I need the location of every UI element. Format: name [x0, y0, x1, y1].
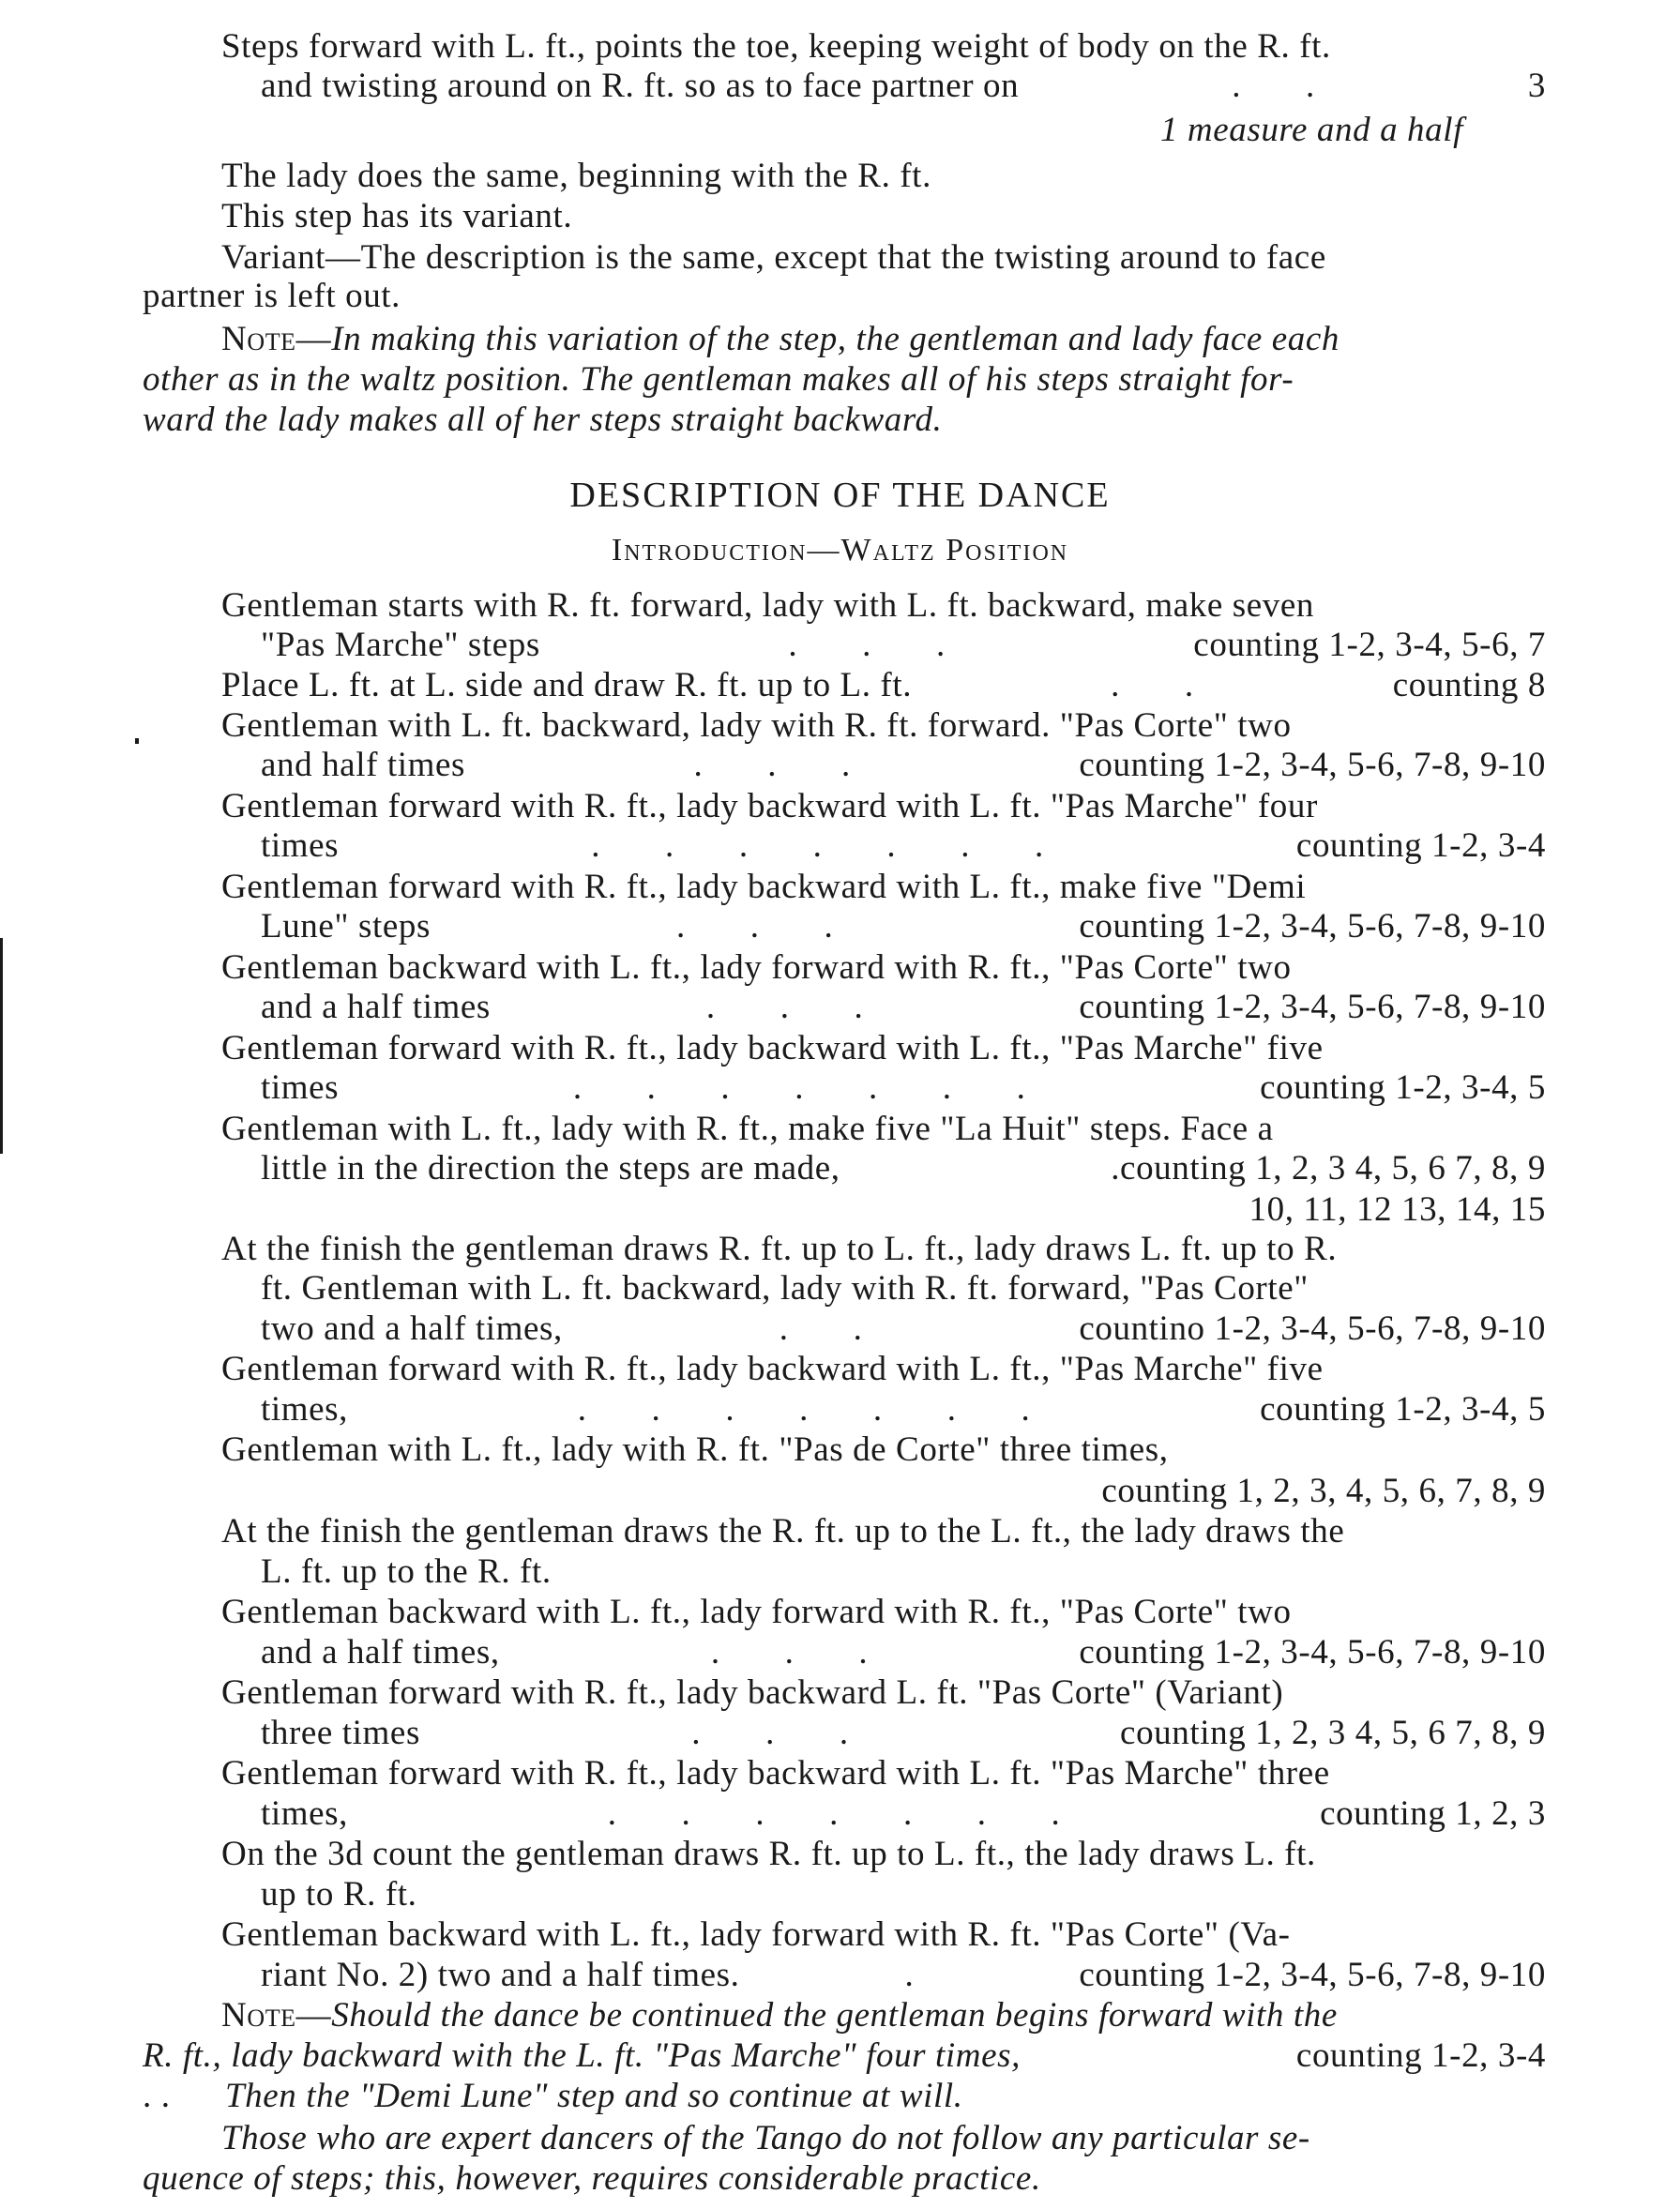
text-line: three times . . . counting 1, 2, 3 4, 5, 6 7, 8, 9: [261, 1714, 1546, 1752]
text-line: L. ft. up to the R. ft.: [261, 1552, 552, 1591]
text-line: and twisting around on R. ft. so as to face partner on . . 3: [261, 67, 1546, 105]
text-line: Steps forward with L. ft., points the toe, keeping weight of body on the R. ft.: [221, 27, 1331, 66]
text-line: Gentleman backward with L. ft., lady forward with R. ft., "Pas Corte" two: [221, 1593, 1292, 1631]
text-line: This step has its variant.: [221, 197, 573, 235]
text-line: Gentleman backward with L. ft., lady forward with R. ft., "Pas Corte" two: [221, 948, 1292, 987]
text-line: Gentleman with L. ft. backward, lady with R. ft. forward. "Pas Corte" two: [221, 706, 1292, 745]
text-line: Lune" steps . . . counting 1-2, 3-4, 5-6, 7-8, 9-10: [261, 907, 1546, 946]
note-line: Note—Should the dance be continued the gentleman begins forward with the: [221, 1996, 1338, 2035]
text-line: times, . . . . . . . counting 1, 2, 3: [261, 1794, 1546, 1833]
text-line: Variant—The description is the same, except that the twisting around to face: [221, 238, 1326, 277]
text-line: On the 3d count the gentleman draws R. ft. up to L. ft., the lady draws L. ft.: [221, 1835, 1316, 1873]
section-heading: DESCRIPTION OF THE DANCE: [569, 476, 1111, 515]
text-line: Gentleman with L. ft., lady with R. ft., make five "La Huit" steps. Face a: [221, 1110, 1274, 1148]
text-line: Place L. ft. at L. side and draw R. ft. up to L. ft. . . counting 8: [221, 666, 1546, 704]
text-line: times . . . . . . . counting 1-2, 3-4, 5: [261, 1068, 1546, 1107]
text-line: The lady does the same, beginning with the R. ft.: [221, 157, 931, 195]
scan-speck: [135, 738, 139, 744]
text-line: At the finish the gentleman draws R. ft. up to L. ft., lady draws L. ft. up to R.: [221, 1230, 1338, 1268]
note-line: . . Then the "Demi Lune" step and so continue at will.: [143, 2077, 963, 2115]
closing-line: quence of steps; this, however, requires considerable practice.: [143, 2159, 1041, 2198]
text-line: riant No. 2) two and a half times. . counting 1-2, 3-4, 5-6, 7-8, 9-10: [261, 1956, 1546, 1994]
text-line: Gentleman with L. ft., lady with R. ft. "Pas de Corte" three times,: [221, 1430, 1169, 1469]
text-line: up to R. ft.: [261, 1875, 417, 1914]
text-line: little in the direction the steps are made, .counting 1, 2, 3 4, 5, 6 7, 8, 9: [261, 1149, 1546, 1188]
text-line: Gentleman backward with L. ft., lady forward with R. ft. "Pas Corte" (Va-: [221, 1915, 1291, 1954]
text-line: partner is left out.: [143, 277, 401, 315]
text-line: Gentleman starts with R. ft. forward, lady with L. ft. backward, make seven: [221, 586, 1314, 625]
text-line: and half times . . . counting 1-2, 3-4, 5-6, 7-8, 9-10: [261, 746, 1546, 784]
text-line: and a half times, . . . counting 1-2, 3-4, 5-6, 7-8, 9-10: [261, 1633, 1546, 1672]
text-line: Gentleman forward with R. ft., lady backward with L. ft., "Pas Marche" five: [221, 1029, 1324, 1067]
text-line: Gentleman forward with R. ft., lady backward with L. ft., "Pas Marche" five: [221, 1350, 1324, 1388]
text-line: times, . . . . . . . counting 1-2, 3-4, 5: [261, 1390, 1546, 1429]
note-line: R. ft., lady backward with the L. ft. "Pas Marche" four times, counting 1-2, 3-4: [143, 2036, 1546, 2075]
text-line: and a half times . . . counting 1-2, 3-4, 5-6, 7-8, 9-10: [261, 988, 1546, 1026]
count-line: 10, 11, 12 13, 14, 15: [1249, 1190, 1546, 1229]
note-line: Note—In making this variation of the step, the gentleman and lady face each: [221, 320, 1339, 358]
note-line: ward the lady makes all of her steps straight backward.: [143, 401, 943, 439]
note-line: other as in the waltz position. The gentleman makes all of his steps straight for-: [143, 360, 1294, 399]
closing-line: Those who are expert dancers of the Tango do not follow any particular se-: [221, 2119, 1310, 2157]
text-line: Gentleman forward with R. ft., lady backward with L. ft. "Pas Marche" four: [221, 787, 1318, 825]
text-line: "Pas Marche" steps . . . counting 1-2, 3-4, 5-6, 7: [261, 626, 1546, 664]
text-line: two and a half times, . . countino 1-2, 3-4, 5-6, 7-8, 9-10: [261, 1309, 1546, 1348]
text-line: times . . . . . . . counting 1-2, 3-4: [261, 826, 1546, 865]
section-subheading: Introduction—Waltz Position: [611, 533, 1069, 567]
scan-margin-line: [0, 938, 3, 1154]
text-line: Gentleman forward with R. ft., lady backward with L. ft., make five "Demi: [221, 868, 1307, 906]
text-line: Gentleman forward with R. ft., lady backward with L. ft. "Pas Marche" three: [221, 1754, 1330, 1793]
count-line: counting 1, 2, 3, 4, 5, 6, 7, 8, 9: [1101, 1472, 1546, 1510]
text-line: ft. Gentleman with L. ft. backward, lady with R. ft. forward, "Pas Corte": [261, 1269, 1309, 1308]
measure-note: 1 measure and a half: [1159, 111, 1463, 149]
text-line: At the finish the gentleman draws the R. ft. up to the L. ft., the lady draws the: [221, 1512, 1345, 1551]
text-line: Gentleman forward with R. ft., lady backward L. ft. "Pas Corte" (Variant): [221, 1673, 1284, 1712]
